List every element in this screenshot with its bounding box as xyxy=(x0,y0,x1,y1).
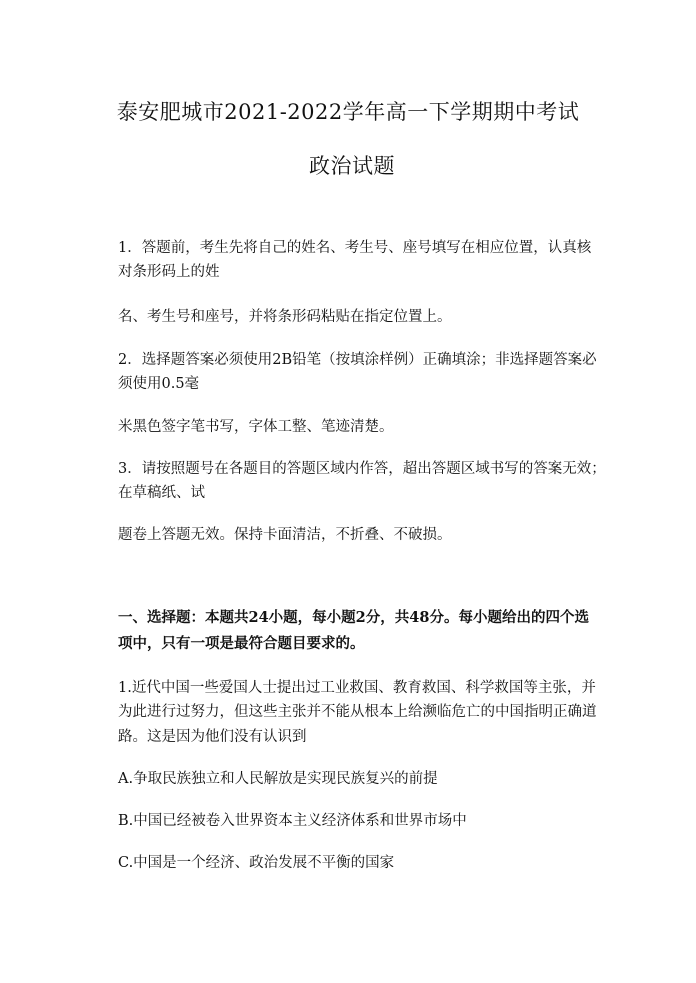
instruction-2-line-2: 须使用0.5毫 xyxy=(118,376,200,392)
question-1-stem-line-2: 为此进行过努力，但这些主张并不能从根本上给濒临危亡的中国指明正确道 xyxy=(118,704,597,720)
instruction-2-line-1: 2．选择题答案必须使用2B铅笔（按填涂样例）正确填涂；非选择题答案必 xyxy=(118,352,597,368)
question-1-stem-line-3: 路。这是因为他们没有认识到 xyxy=(118,729,307,745)
document-title: 泰安肥城市2021-2022学年高一下学期期中考试 xyxy=(116,100,580,124)
question-1-option-a: A.争取民族独立和人民解放是实现民族复兴的前提 xyxy=(118,771,438,787)
instruction-1-line-3: 名、考生号和座号，并将条形码粘贴在指定位置上。 xyxy=(118,309,452,325)
section-heading-line-2: 项中，只有一项是最符合题目要求的。 xyxy=(118,635,365,652)
section-heading-line-1: 一、选择题：本题共24小题，每小题2分，共48分。每小题给出的四个选 xyxy=(118,609,589,626)
instruction-3-line-3: 题卷上答题无效。保持卡面清洁，不折叠、不破损。 xyxy=(118,527,452,543)
instruction-3-line-2: 在草稿纸、试 xyxy=(118,485,205,501)
question-1-stem-line-1: 1.近代中国一些爱国人士提出过工业救国、教育救国、科学救国等主张，并 xyxy=(118,680,596,696)
instruction-3-line-1: 3．请按照题号在各题目的答题区域内作答，超出答题区域书写的答案无效； xyxy=(118,461,606,477)
instruction-1-line-1: 1．答题前，考生先将自己的姓名、考生号、座号填写在相应位置，认真核 xyxy=(118,240,592,256)
question-1-option-c: C.中国是一个经济、政治发展不平衡的国家 xyxy=(118,855,395,871)
instruction-1-line-2: 对条形码上的姓 xyxy=(118,264,220,280)
question-1-option-b: B.中国已经被卷入世界资本主义经济体系和世界市场中 xyxy=(118,813,467,829)
instruction-2-line-3: 米黑色签字笔书写，字体工整、笔迹清楚。 xyxy=(118,419,394,435)
document-subtitle: 政治试题 xyxy=(309,154,395,178)
